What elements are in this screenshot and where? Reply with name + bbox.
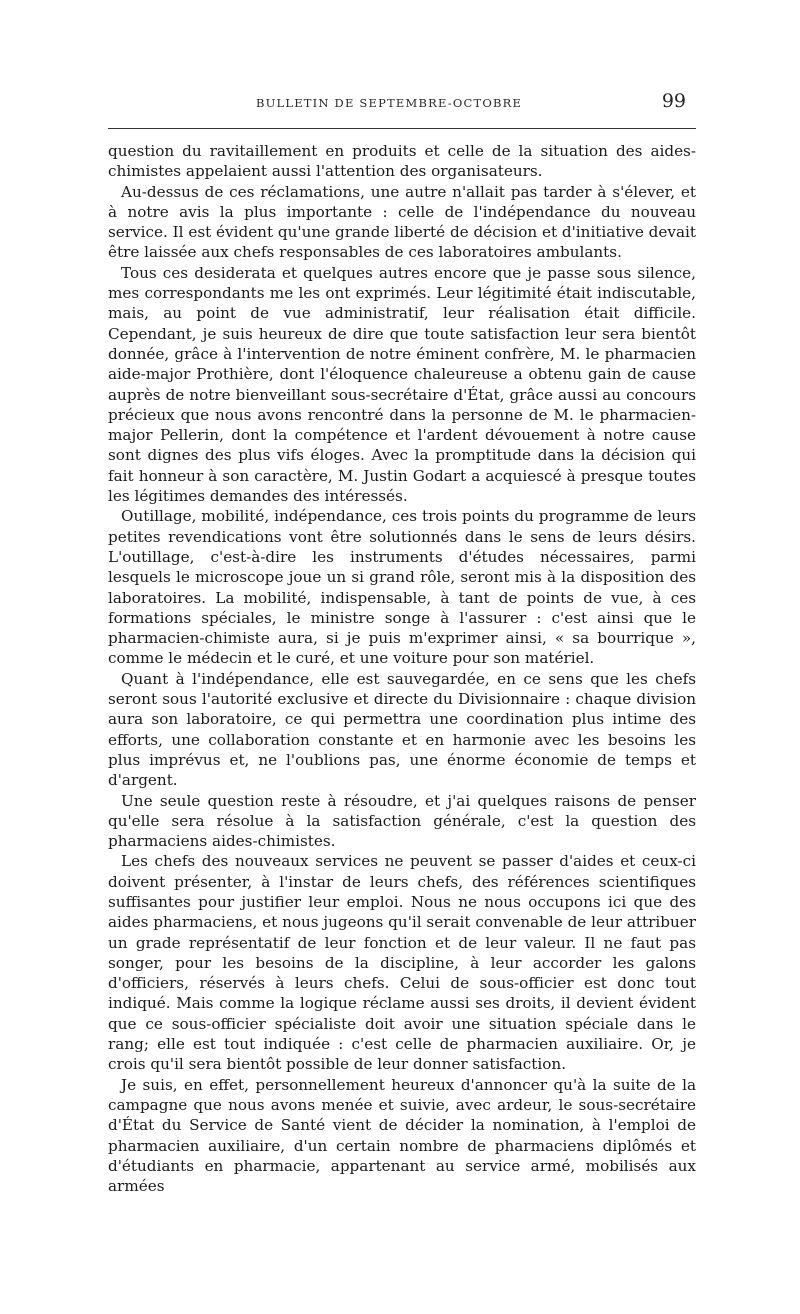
paragraph-5: Quant à l'indépendance, elle est sauvegardée, en ce sens que les chefs seront sous l'autorité exclusive et directe du Divisionnaire : chaque division aura son laboratoire, ce qui permettra une coordination plus intime des efforts, une collaboration constante et en harmonie avec les besoins les plus imprévus et, ne l'oublions pas, une énorme économie de temps et d'argent. — [108, 669, 696, 790]
page-number: 99 — [661, 90, 686, 112]
paragraph-7: Les chefs des nouveaux services ne peuvent se passer d'aides et ceux-ci doivent présenter, à l'instar de leurs chefs, des références scientifiques suffisantes pour justifier leur emploi. Nous ne nous occupons ici que des aides pharmaciens, et nous jugeons qu'il serait convenable de leur attribuer un grade représentatif de leur fonction et de leur valeur. Il ne faut pas songer, pour les besoins de la discipline, à leur accorder les galons d'officiers, réservés à leurs chefs. Celui de sous-officier est donc tout indiqué. Mais comme la logique réclame aussi ses droits, il devient évident que ce sous-officier spécialiste doit avoir une situation spéciale dans le rang; elle est tout indiquée : c'est celle de pharmacien auxiliaire. Or, je crois qu'il sera bientôt possible de leur donner satisfaction. — [108, 852, 696, 1074]
running-title: BULLETIN DE SEPTEMBRE-OCTOBRE — [256, 96, 523, 110]
paragraph-6: Une seule question reste à résoudre, et j'ai quelques raisons de penser qu'elle sera résolue à la satisfaction générale, c'est la question des pharmaciens aides-chimistes. — [108, 791, 696, 851]
paragraph-2: Au-dessus de ces réclamations, une autre n'allait pas tarder à s'élever, et à notre avis la plus importante : celle de l'indépendance du nouveau service. Il est évident qu'une grande liberté de décision et d'initiative devait être laissée aux chefs responsables de ces laboratoires ambulants. — [108, 182, 696, 262]
paragraph-4: Outillage, mobilité, indépendance, ces trois points du programme de leurs petites revendications vont être solutionnés dans le sens de leurs désirs. L'outillage, c'est-à-dire les instruments d'études nécessaires, parmi lesquels le microscope joue un si grand rôle, seront mis à la disposition des laboratoires. La mobilité, indispensable, à tant de points de vue, à ces formations spéciales, le ministre songe à l'assurer : c'est ainsi que le pharmacien-chimiste aura, si je puis m'exprimer ainsi, « sa bourrique », comme le médecin et le curé, et une voiture pour son matériel. — [108, 507, 696, 668]
page-header — [108, 92, 696, 114]
paragraph-8: Je suis, en effet, personnellement heureux d'annoncer qu'à la suite de la campagne que nous avons menée et suivie, avec ardeur, le sous-secrétaire d'État du Service de Santé vient de décider la nomination, à l'emploi de pharmacien auxiliaire, d'un certain nombre de pharmaciens diplômés et d'étudiants en pharmacie, appartenant au service armé, mobilisés aux armées — [108, 1075, 696, 1196]
paragraph-3: Tous ces desiderata et quelques autres encore que je passe sous silence, mes correspondants me les ont exprimés. Leur légitimité était indiscutable, mais, au point de vue administratif, leur réalisation était difficile. Cependant, je suis heureux de dire que toute satisfaction leur sera bientôt donnée, grâce à l'intervention de notre éminent confrère, M. le pharmacien aide-major Prothière, dont l'éloquence chaleureuse a obtenu gain de cause auprès de notre bienveillant sous-secrétaire d'État, grâce aussi au concours précieux que nous avons rencontré dans la personne de M. le pharmacien-major Pellerin, dont la compétence et l'ardent dévouement à notre cause sont dignes des plus vifs éloges. Avec la promptitude dans la décision qui fait honneur à son caractère, M. Justin Godart a acquiescé à presque toutes les légitimes demandes des intéressés. — [108, 263, 696, 506]
paragraph-1: question du ravitaillement en produits et celle de la situation des aides-chimistes appelaient aussi l'attention des organisateurs. — [108, 142, 696, 181]
header-rule — [108, 128, 696, 129]
body-text — [108, 141, 696, 1196]
